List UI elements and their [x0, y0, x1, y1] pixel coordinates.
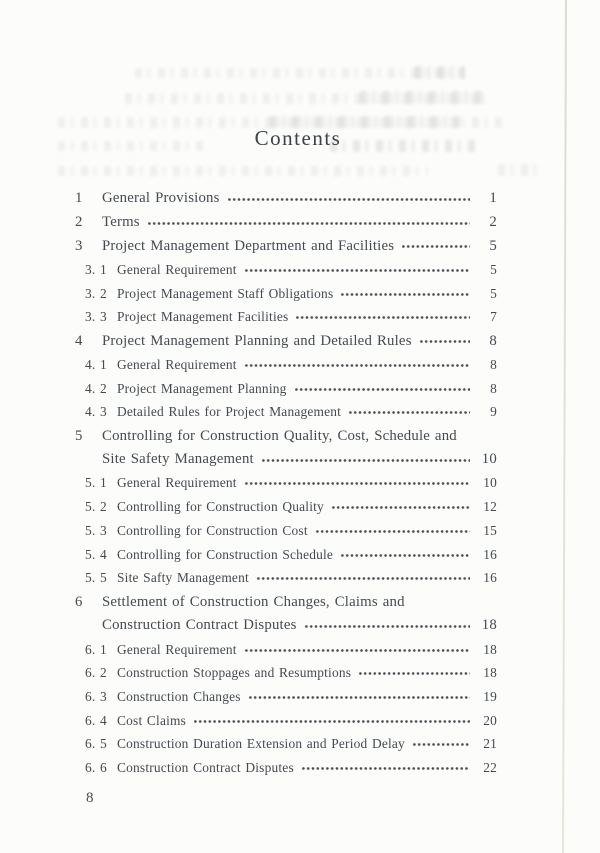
- toc-entry-number: 3. 2: [85, 285, 107, 301]
- dot-leader: [261, 455, 470, 466]
- dot-leader: [315, 526, 470, 537]
- toc-entry-title: General Requirement: [117, 356, 237, 372]
- toc-entry-page: 5: [490, 262, 497, 278]
- dot-leader: [301, 763, 470, 774]
- toc-entry-number: 4. 2: [85, 380, 107, 396]
- toc-entry: [75, 756, 497, 780]
- toc-entry: [75, 543, 497, 567]
- toc-entry-title: General Provisions: [102, 190, 220, 207]
- toc-entry-page: 20: [483, 712, 497, 728]
- toc-entry-page: 18: [483, 665, 497, 681]
- dot-leader: [340, 289, 470, 300]
- toc-entry: [75, 187, 497, 211]
- dot-leader: [331, 502, 470, 513]
- toc-entry-title: Construction Duration Extension and Period Delay: [117, 736, 405, 752]
- toc-entry-title: Settlement of Construction Changes, Claims and: [102, 593, 405, 610]
- toc-entry-page: 16: [483, 570, 497, 586]
- toc-entry-title: Construction Stoppages and Resumptions: [117, 665, 352, 681]
- dot-leader: [244, 265, 470, 276]
- toc-entry: [75, 400, 497, 424]
- toc-entry-page: 16: [483, 546, 497, 562]
- dot-leader: [401, 241, 470, 252]
- toc-entry: [75, 234, 497, 258]
- toc-entry-number: 6. 3: [85, 688, 107, 704]
- toc-entry: [75, 733, 497, 757]
- toc-entry: [75, 306, 497, 330]
- dot-leader: [244, 478, 470, 489]
- toc-entry: [75, 709, 497, 733]
- dot-leader: [304, 621, 470, 632]
- toc-entry-title: Site Safety Management: [102, 451, 254, 468]
- dot-leader: [248, 692, 470, 703]
- toc-entry-page: 5: [489, 237, 497, 254]
- toc-entry-number: 2: [75, 214, 83, 231]
- toc-entry-page: 22: [483, 760, 497, 776]
- toc-entry-number: 3: [75, 237, 83, 254]
- toc-entry-page: 8: [489, 332, 497, 349]
- toc-entry-number: 5. 5: [85, 570, 107, 586]
- toc-entry-page: 1: [489, 190, 497, 207]
- toc-entry-number: 6. 5: [85, 736, 107, 752]
- toc-entry: [75, 661, 497, 685]
- toc-entry-number: 4. 1: [85, 356, 107, 372]
- toc-entry: [75, 353, 497, 377]
- bleed-through-ghost: [360, 91, 485, 104]
- toc-entry-page: 10: [481, 451, 497, 468]
- toc-entry: [75, 211, 497, 235]
- dot-leader: [147, 218, 470, 229]
- toc-entry-title: General Requirement: [117, 262, 237, 278]
- toc-entry-page: 9: [490, 404, 497, 420]
- dot-leader: [244, 360, 470, 371]
- dot-leader: [244, 645, 470, 656]
- toc-entry-title: Terms: [102, 214, 140, 231]
- toc-entry-number: 6. 6: [85, 760, 107, 776]
- toc-entry-page: 19: [483, 688, 497, 704]
- toc-entry: [75, 567, 497, 591]
- dot-leader: [227, 194, 470, 205]
- toc-entry-number: 6. 1: [85, 641, 107, 657]
- dot-leader: [358, 668, 470, 679]
- toc-entry-title: Detailed Rules for Project Management: [117, 404, 342, 420]
- dot-leader: [340, 550, 470, 561]
- toc-entry-page: 8: [490, 356, 497, 372]
- toc-entry-page: 12: [483, 499, 497, 515]
- toc-entry-number: 3. 1: [85, 262, 107, 278]
- toc-entry-title: Controlling for Construction Quality: [117, 499, 324, 515]
- toc-entry-title: Cost Claims: [117, 712, 187, 728]
- toc-entry-continuation: [75, 614, 497, 638]
- toc-entry-number: 6. 2: [85, 665, 107, 681]
- toc-entry-title: General Requirement: [117, 641, 237, 657]
- dot-leader: [419, 336, 470, 347]
- toc-entry-page: 15: [483, 522, 497, 538]
- dot-leader: [348, 407, 470, 418]
- toc-entry: [75, 590, 497, 614]
- toc-entry-title: Controlling for Construction Cost: [117, 522, 308, 538]
- toc-entry-title: Site Safty Management: [117, 570, 249, 586]
- toc-entry: [75, 472, 497, 496]
- toc-entry-title: General Requirement: [117, 475, 237, 491]
- toc-entry-page: 2: [489, 214, 497, 231]
- toc-entry-title: Construction Contract Disputes: [117, 760, 294, 776]
- bleed-through-ghost: [415, 66, 465, 79]
- toc-entry-number: 6. 4: [85, 712, 107, 728]
- toc-entry-title: Project Management Planning: [117, 380, 287, 396]
- toc-entry: [75, 685, 497, 709]
- toc-entry-number: 5. 4: [85, 546, 107, 562]
- toc-entry-number: 5. 1: [85, 475, 107, 491]
- toc-entry-title: Project Management Department and Facilities: [102, 237, 395, 254]
- toc-entry-title: Construction Changes: [117, 688, 241, 704]
- toc-entry-page: 21: [483, 736, 497, 752]
- toc-entry-title: Project Management Facilities: [117, 309, 289, 325]
- toc-entry-number: 5. 2: [85, 499, 107, 515]
- toc-entry-title: Project Management Staff Obligations: [117, 285, 334, 301]
- toc-entry: [75, 638, 497, 662]
- toc-entry-title: Controlling for Construction Quality, Cost, Schedule and: [102, 427, 457, 444]
- toc-entry-title: Controlling for Construction Schedule: [117, 546, 334, 562]
- page-edge-line: [562, 0, 567, 853]
- toc-entry-number: 5. 3: [85, 522, 107, 538]
- toc-entry-number: 3. 3: [85, 309, 107, 325]
- toc-entry: [75, 258, 497, 282]
- toc-entry-page: 8: [490, 380, 497, 396]
- page-title: Contents: [254, 126, 342, 150]
- toc-entry-number: 5: [75, 427, 83, 444]
- dot-leader: [256, 573, 470, 584]
- toc-entry-page: 5: [490, 285, 497, 301]
- bleed-through-ghost: [498, 164, 538, 176]
- toc-entry-title: Construction Contract Disputes: [102, 617, 297, 634]
- toc-entry: [75, 282, 497, 306]
- toc-entry: [75, 495, 497, 519]
- dot-leader: [295, 312, 470, 323]
- toc-entry-page: 10: [483, 475, 497, 491]
- toc-entry-page: 7: [490, 309, 497, 325]
- toc-list: [75, 187, 497, 780]
- toc-entry-page: 18: [483, 641, 497, 657]
- toc-entry-continuation: [75, 448, 497, 472]
- bleed-through-ghost: [58, 166, 428, 176]
- toc-entry-title: Project Management Planning and Detailed Rules: [102, 332, 412, 349]
- toc-entry: [75, 424, 497, 448]
- toc-entry-number: 6: [75, 593, 83, 610]
- dot-leader: [294, 384, 470, 395]
- toc-entry: [75, 519, 497, 543]
- dot-leader: [412, 739, 470, 750]
- toc-entry: [75, 329, 497, 353]
- dot-leader: [193, 716, 470, 727]
- toc-entry-number: 4. 3: [85, 404, 107, 420]
- toc-entry-number: 1: [75, 190, 83, 207]
- folio-page-number: 8: [86, 790, 94, 806]
- toc-entry-number: 4: [75, 332, 83, 349]
- toc-entry: [75, 377, 497, 401]
- toc-entry-page: 18: [481, 617, 497, 634]
